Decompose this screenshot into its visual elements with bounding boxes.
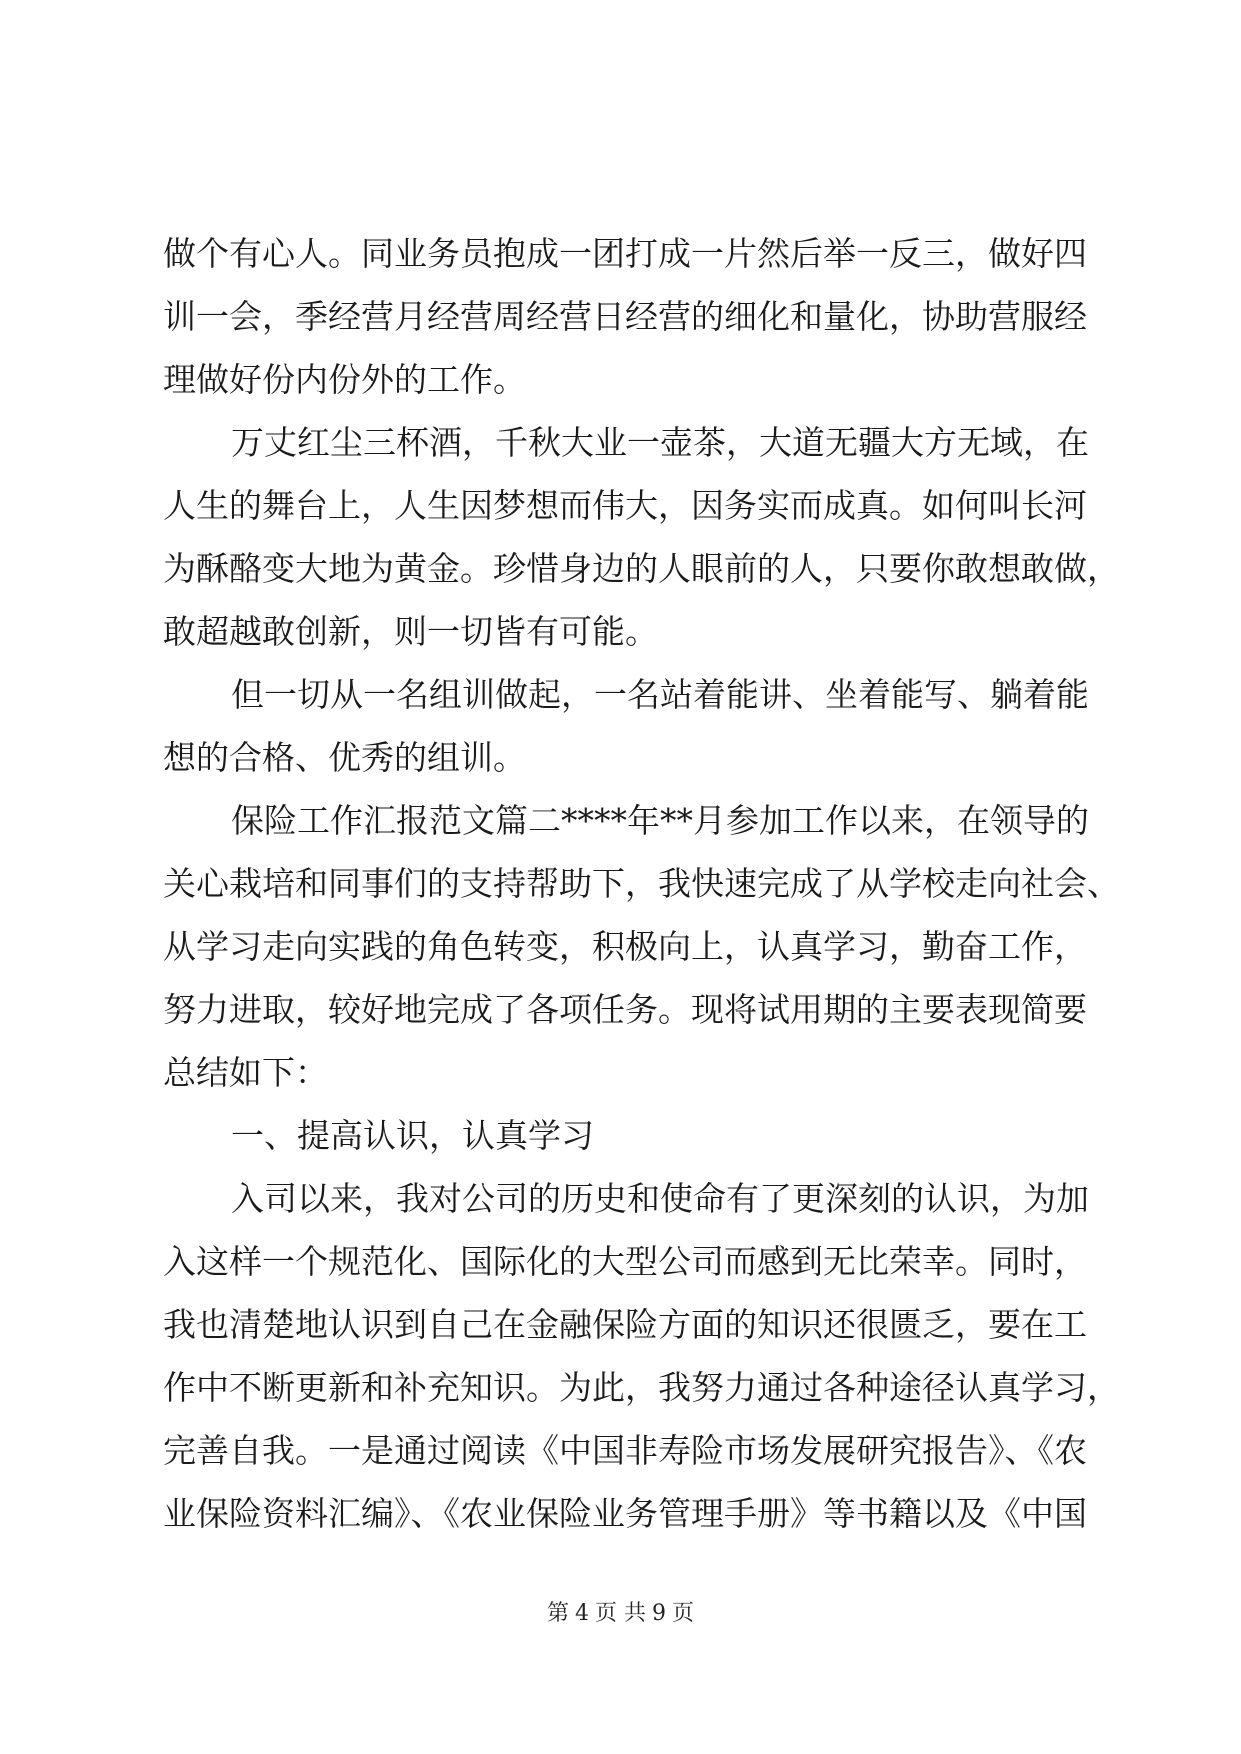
text-line: 努力进取，较好地完成了各项任务。现将试用期的主要表现简要 bbox=[163, 990, 1087, 1029]
paragraph-1 bbox=[163, 222, 1087, 411]
text-line: 想的合格、优秀的组训。 bbox=[163, 738, 526, 777]
text-line: 从学习走向实践的角色转变，积极向上，认真学习，勤奋工作， bbox=[163, 927, 1087, 966]
text-line: 做个有心人。同业务员抱成一团打成一片然后举一反三，做好四 bbox=[163, 234, 1087, 273]
text-line: 理做好份内份外的工作。 bbox=[163, 360, 526, 399]
text-line: 业保险资料汇编》、《农业保险业务管理手册》等书籍以及《中国 bbox=[163, 1494, 1087, 1533]
paragraph-4 bbox=[163, 789, 1120, 1104]
page-label-mid: 页 共 bbox=[595, 1601, 646, 1626]
text-line: 但一切从一名组训做起，一名站着能讲、坐着能写、躺着能 bbox=[231, 675, 1089, 714]
page-footer bbox=[0, 1596, 1241, 1627]
text-line: 一、提高认识，认真学习 bbox=[231, 1116, 594, 1155]
text-line: 训一会，季经营月经营周经营日经营的细化和量化，协助营服经 bbox=[163, 297, 1087, 336]
paragraph-3 bbox=[163, 663, 1089, 789]
section-heading bbox=[163, 1104, 1081, 1167]
text-line: 完善自我。一是通过阅读《中国非寿险市场发展研究报告》、《农 bbox=[163, 1431, 1087, 1470]
text-line: 总结如下： bbox=[163, 1053, 328, 1092]
page-label-prefix: 第 bbox=[546, 1601, 569, 1626]
text-line: 我也清楚地认识到自己在金融保险方面的知识还很匮乏，要在工 bbox=[163, 1305, 1087, 1344]
text-line: 关心栽培和同事们的支持帮助下，我快速完成了从学校走向社会、 bbox=[163, 864, 1120, 903]
text-line: 万丈红尘三杯酒，千秋大业一壶茶，大道无疆大方无域，在 bbox=[231, 423, 1089, 462]
text-line: 敢超越敢创新，则一切皆有可能。 bbox=[163, 612, 658, 651]
text-line: 作中不断更新和补充知识。为此，我努力通过各种途径认真学习， bbox=[163, 1368, 1120, 1407]
text-line: 入这样一个规范化、国际化的大型公司而感到无比荣幸。同时， bbox=[163, 1242, 1087, 1281]
text-line: 人生的舞台上，人生因梦想而伟大，因务实而成真。如何叫长河 bbox=[163, 486, 1087, 525]
paragraph-6 bbox=[163, 1167, 1120, 1545]
document-body bbox=[163, 222, 1120, 1545]
text-line: 保险工作汇报范文篇二****年**月参加工作以来，在领导的 bbox=[231, 801, 1089, 840]
text-line: 为酥酪变大地为黄金。珍惜身边的人眼前的人，只要你敢想敢做， bbox=[163, 549, 1120, 588]
current-page-number: 4 bbox=[575, 1601, 589, 1626]
paragraph-2 bbox=[163, 411, 1120, 663]
total-pages-number: 9 bbox=[652, 1601, 666, 1626]
text-line: 入司以来，我对公司的历史和使命有了更深刻的认识，为加 bbox=[231, 1179, 1089, 1218]
page-label-suffix: 页 bbox=[672, 1601, 695, 1626]
